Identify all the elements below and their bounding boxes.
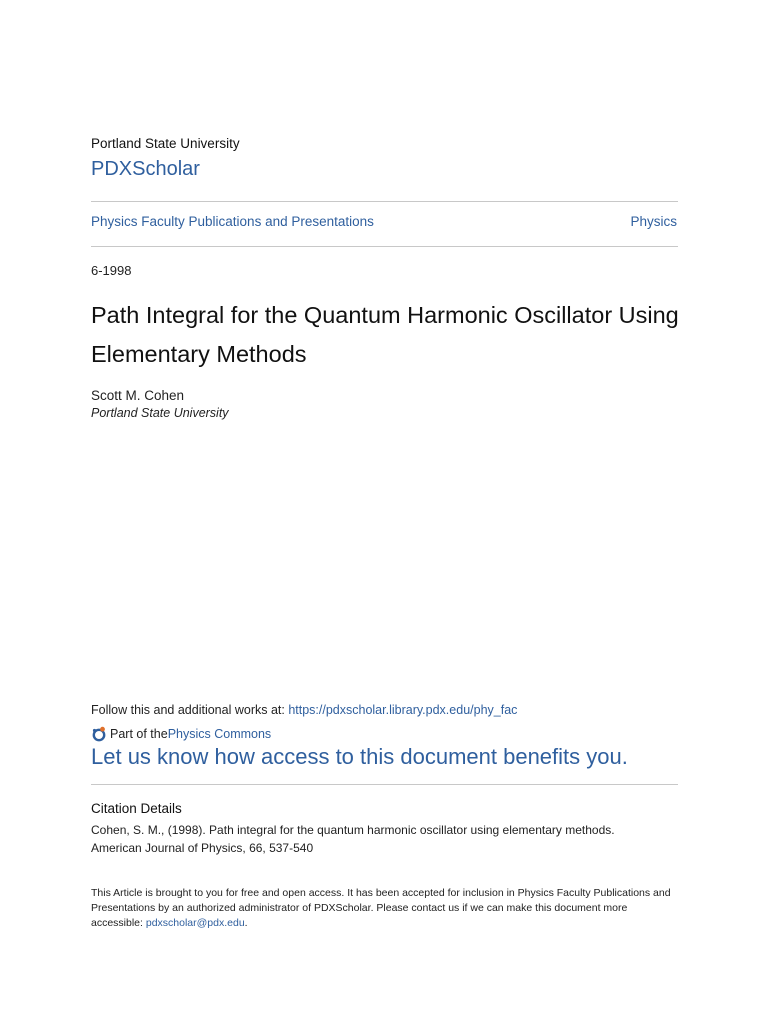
commons-network-icon: [91, 726, 107, 742]
physics-commons-link[interactable]: Physics Commons: [167, 727, 272, 741]
university-name: Portland State University: [91, 136, 240, 151]
follow-prefix: Follow this and additional works at:: [91, 703, 289, 717]
publication-date: 6-1998: [91, 263, 132, 278]
contact-email-link[interactable]: pdxscholar@pdx.edu: [145, 917, 245, 929]
access-statement: [91, 886, 681, 931]
divider-top: [91, 201, 678, 202]
citation-line-1: Cohen, S. M., (1998). Path integral for the quantum harmonic oscillator using elementary methods.: [91, 823, 615, 837]
citation-body: [91, 821, 681, 857]
follow-line: [91, 703, 517, 717]
author-name: Scott M. Cohen: [91, 388, 185, 403]
access-statement-end: .: [244, 917, 248, 929]
citation-line-2: American Journal of Physics, 66, 537-540: [91, 841, 314, 855]
article-title: Path Integral for the Quantum Harmonic Oscillator Using Elementary Methods: [91, 302, 679, 367]
department-link[interactable]: Physics: [630, 214, 677, 229]
series-link[interactable]: Physics Faculty Publications and Presentations: [91, 214, 374, 229]
part-of-line: [91, 726, 271, 742]
repository-link[interactable]: PDXScholar: [91, 158, 200, 180]
author-affiliation: Portland State University: [91, 406, 229, 420]
part-of-prefix: Part of the: [110, 727, 168, 741]
access-statement-text: This Article is brought to you for free and open access. It has been accepted for inclusion in Physics Faculty Publications and Presentations by an authorized administrator of PDXScholar. Please contact us if we can make this document more accessible:: [91, 887, 671, 929]
feedback-link[interactable]: Let us know how access to this document benefits you.: [91, 744, 628, 769]
citation-heading: Citation Details: [91, 801, 182, 816]
divider-citation: [91, 784, 678, 785]
divider-header: [91, 246, 678, 247]
collection-url-link[interactable]: https://pdxscholar.library.pdx.edu/phy_fac: [288, 703, 518, 717]
